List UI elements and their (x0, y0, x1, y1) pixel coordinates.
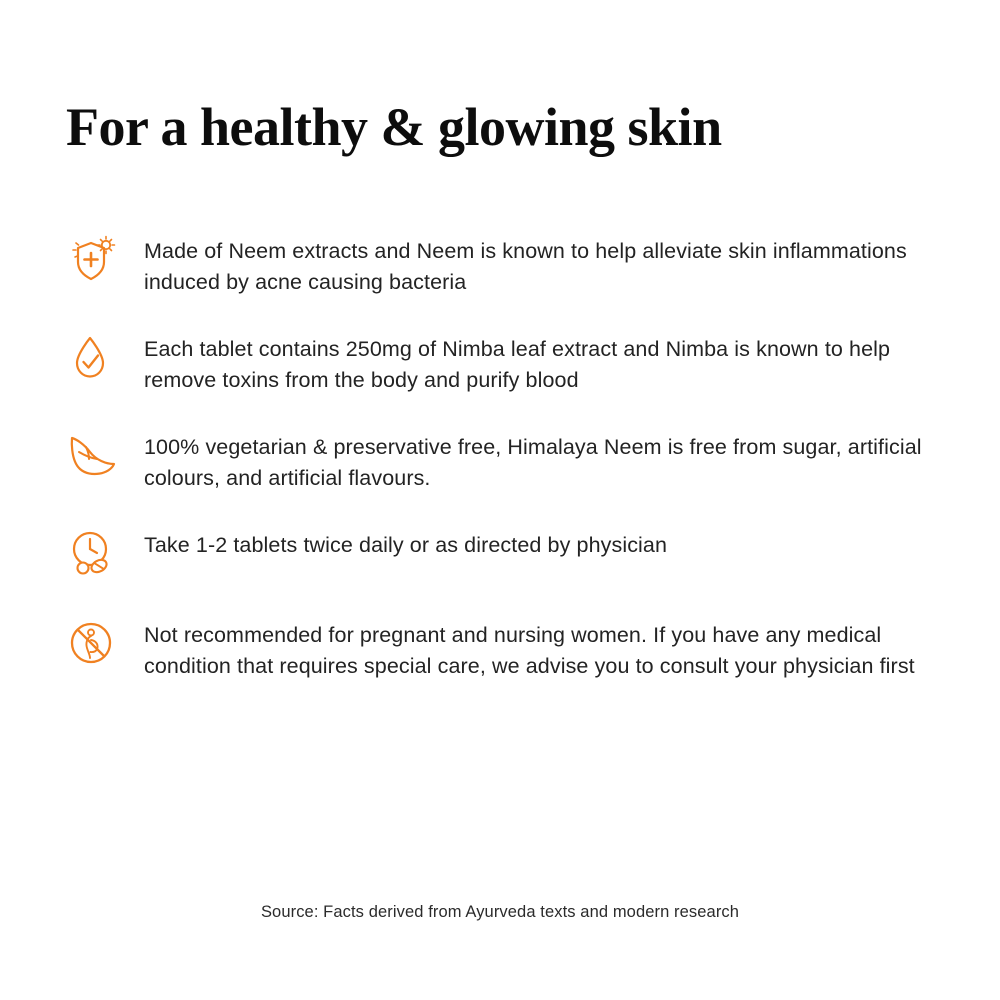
list-item (66, 526, 956, 584)
list-item-label: 100% vegetarian & preservative free, Himalaya Neem is free from sugar, artificial colours, and artificial flavours. (144, 434, 922, 490)
list-item-label: Made of Neem extracts and Neem is known to help alleviate skin inflammations induced by acne causing bacteria (144, 239, 907, 294)
clock-tablets-icon (66, 526, 144, 584)
list-item-label: Take 1-2 tablets twice daily or as directed by physician (144, 532, 668, 557)
list-item (66, 616, 956, 682)
page-title: For a healthy & glowing skin (66, 97, 722, 157)
shield-plus-icon (66, 232, 144, 290)
droplet-check-icon (66, 330, 144, 388)
no-pregnancy-icon (66, 616, 144, 674)
list-item (66, 232, 956, 298)
source-note: Source: Facts derived from Ayurveda texts and modern research (260, 903, 740, 921)
list-item (66, 428, 956, 494)
benefits-list (66, 232, 956, 714)
list-item-label: Not recommended for pregnant and nursing women. If you have any medical condition that requires special care, we advise you to consult your physician first (144, 622, 915, 678)
list-item-label: Each tablet contains 250mg of Nimba leaf extract and Nimba is known to help remove toxins from the body and purify blood (144, 336, 891, 392)
list-item (66, 330, 956, 396)
leaf-icon (66, 428, 144, 486)
